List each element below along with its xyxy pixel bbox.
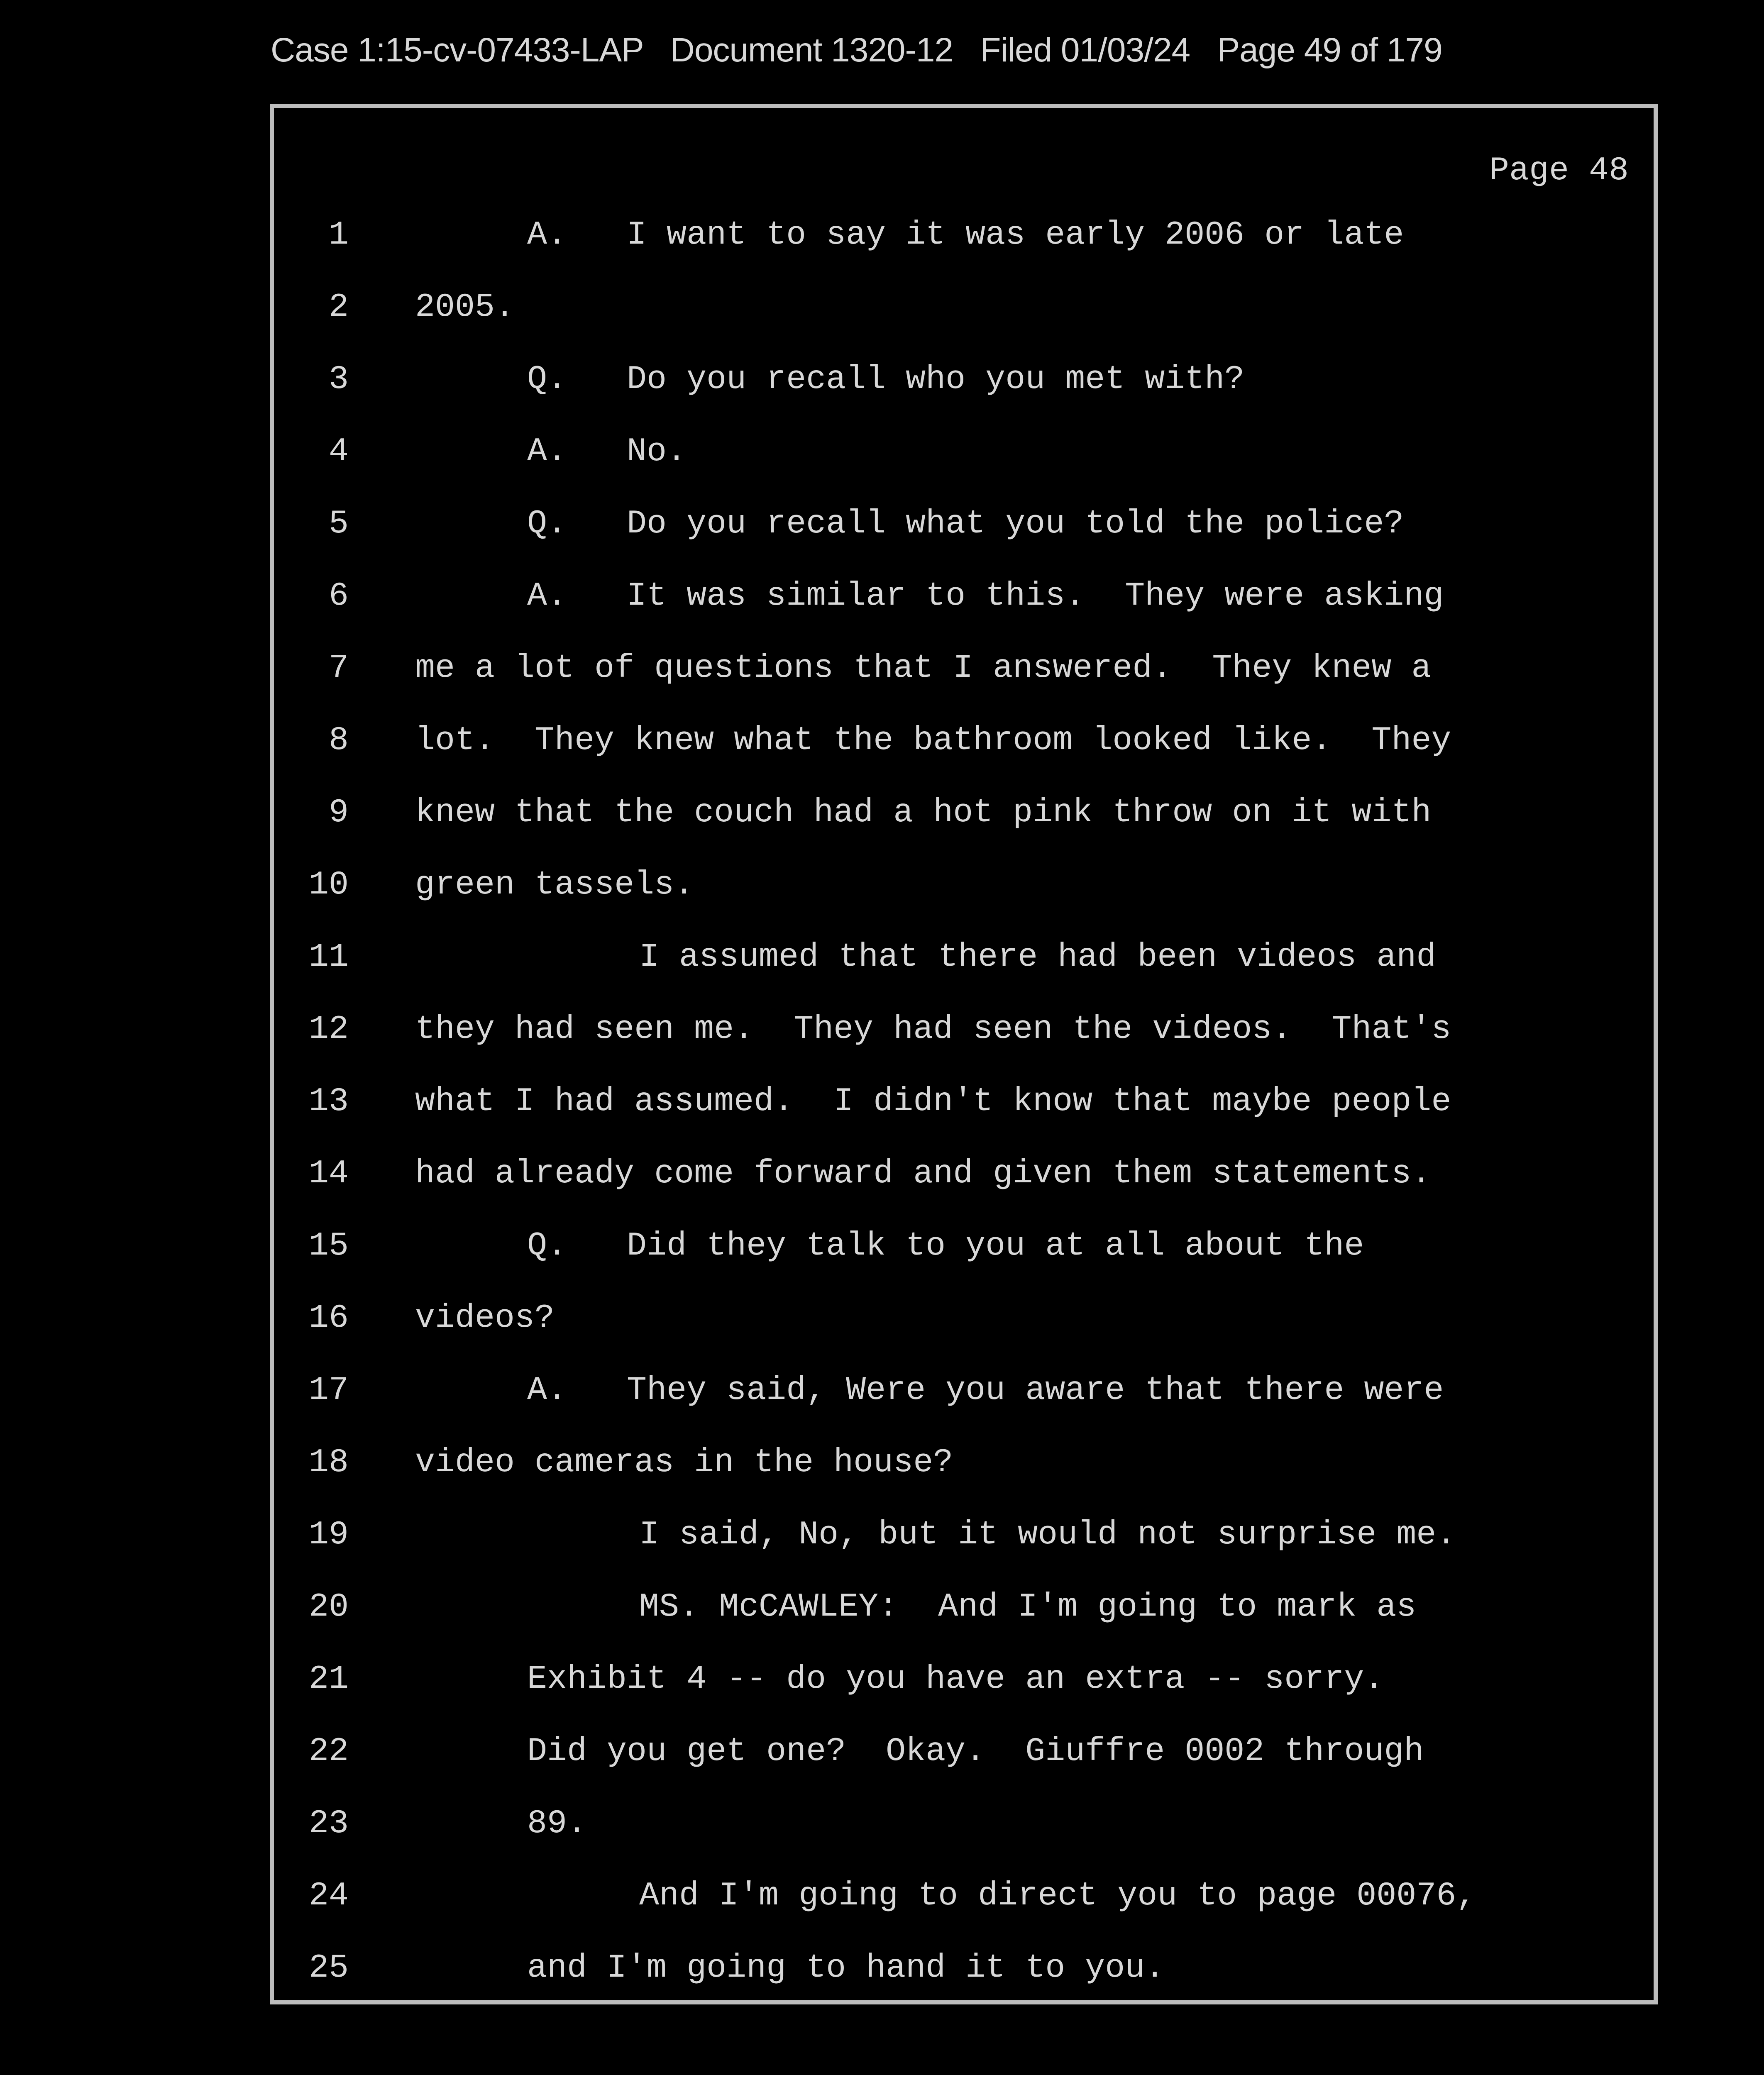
line-text: videos? xyxy=(415,1299,555,1337)
line-text: A. No. xyxy=(527,433,687,471)
transcript-line xyxy=(274,501,1644,547)
line-text: Did you get one? Okay. Giuffre 0002 through xyxy=(527,1733,1424,1770)
line-number: 23 xyxy=(308,1805,349,1843)
line-text: MS. McCAWLEY: And I'm going to mark as xyxy=(639,1588,1417,1626)
transcript-line xyxy=(274,1657,1644,1702)
line-number: 24 xyxy=(308,1877,349,1915)
line-text: and I'm going to hand it to you. xyxy=(527,1949,1165,1987)
line-number: 18 xyxy=(308,1444,349,1482)
line-text: video cameras in the house? xyxy=(415,1444,953,1482)
transcript-line xyxy=(274,212,1644,258)
line-text: I assumed that there had been videos and xyxy=(639,938,1437,976)
line-number: 12 xyxy=(308,1011,349,1048)
transcript-line xyxy=(274,429,1644,475)
transcript-line xyxy=(274,646,1644,691)
transcript-line xyxy=(274,1873,1644,1919)
line-text: lot. They knew what the bathroom looked like. They xyxy=(415,722,1451,759)
line-number: 21 xyxy=(308,1660,349,1698)
transcript-line xyxy=(274,1079,1644,1125)
transcript-line xyxy=(274,862,1644,908)
line-text: A. It was similar to this. They were asking xyxy=(527,577,1444,615)
transcript-line xyxy=(274,285,1644,330)
transcript-line xyxy=(274,1007,1644,1052)
line-number: 11 xyxy=(308,938,349,976)
transcript-line xyxy=(274,790,1644,836)
transcript-line xyxy=(274,935,1644,980)
transcript-line xyxy=(274,1946,1644,1991)
line-text: A. I want to say it was early 2006 or late xyxy=(527,216,1404,254)
line-number: 10 xyxy=(308,866,349,904)
line-number: 25 xyxy=(308,1949,349,1987)
transcript-line xyxy=(274,1151,1644,1197)
line-text: what I had assumed. I didn't know that maybe people xyxy=(415,1083,1451,1120)
line-number: 8 xyxy=(328,722,349,759)
transcript-line xyxy=(274,1223,1644,1269)
line-number: 2 xyxy=(328,288,349,326)
line-text: And I'm going to direct you to page 00076, xyxy=(639,1877,1476,1915)
transcript-line xyxy=(274,1368,1644,1413)
transcript-line xyxy=(274,1512,1644,1558)
line-number: 14 xyxy=(308,1155,349,1193)
line-number: 6 xyxy=(328,577,349,615)
line-text: 89. xyxy=(527,1805,587,1843)
line-text: had already come forward and given them statements. xyxy=(415,1155,1432,1193)
case-header: Case 1:15-cv-07433-LAP Document 1320-12 Filed 01/03/24 Page 49 of 179 xyxy=(271,31,1442,69)
line-number: 4 xyxy=(328,433,349,471)
page-number: Page 48 xyxy=(1489,152,1629,190)
transcript-line xyxy=(274,1440,1644,1486)
transcript-line xyxy=(274,1729,1644,1775)
line-text: Q. Do you recall who you met with? xyxy=(527,361,1245,398)
line-number: 3 xyxy=(328,361,349,398)
line-number: 9 xyxy=(328,794,349,832)
transcript-page xyxy=(270,104,1658,2004)
line-text: Q. Did they talk to you at all about the xyxy=(527,1227,1364,1265)
transcript-line xyxy=(274,574,1644,619)
line-number: 13 xyxy=(308,1083,349,1120)
transcript-line xyxy=(274,1584,1644,1630)
line-text: A. They said, Were you aware that there were xyxy=(527,1372,1444,1409)
transcript-line xyxy=(274,718,1644,764)
line-number: 17 xyxy=(308,1372,349,1409)
line-number: 1 xyxy=(328,216,349,254)
transcript-line xyxy=(274,1296,1644,1341)
line-text: me a lot of questions that I answered. They knew a xyxy=(415,649,1432,687)
line-text: 2005. xyxy=(415,288,515,326)
line-text: they had seen me. They had seen the videos. That's xyxy=(415,1011,1451,1048)
line-text: Exhibit 4 -- do you have an extra -- sorry. xyxy=(527,1660,1384,1698)
line-number: 19 xyxy=(308,1516,349,1554)
line-number: 15 xyxy=(308,1227,349,1265)
line-number: 20 xyxy=(308,1588,349,1626)
line-text: I said, No, but it would not surprise me. xyxy=(639,1516,1456,1554)
line-text: knew that the couch had a hot pink throw on it with xyxy=(415,794,1432,832)
line-number: 16 xyxy=(308,1299,349,1337)
line-number: 7 xyxy=(328,649,349,687)
line-number: 22 xyxy=(308,1733,349,1770)
transcript-line xyxy=(274,357,1644,403)
line-text: Q. Do you recall what you told the police? xyxy=(527,505,1404,543)
line-text: green tassels. xyxy=(415,866,694,904)
line-number: 5 xyxy=(328,505,349,543)
transcript-line xyxy=(274,1801,1644,1847)
